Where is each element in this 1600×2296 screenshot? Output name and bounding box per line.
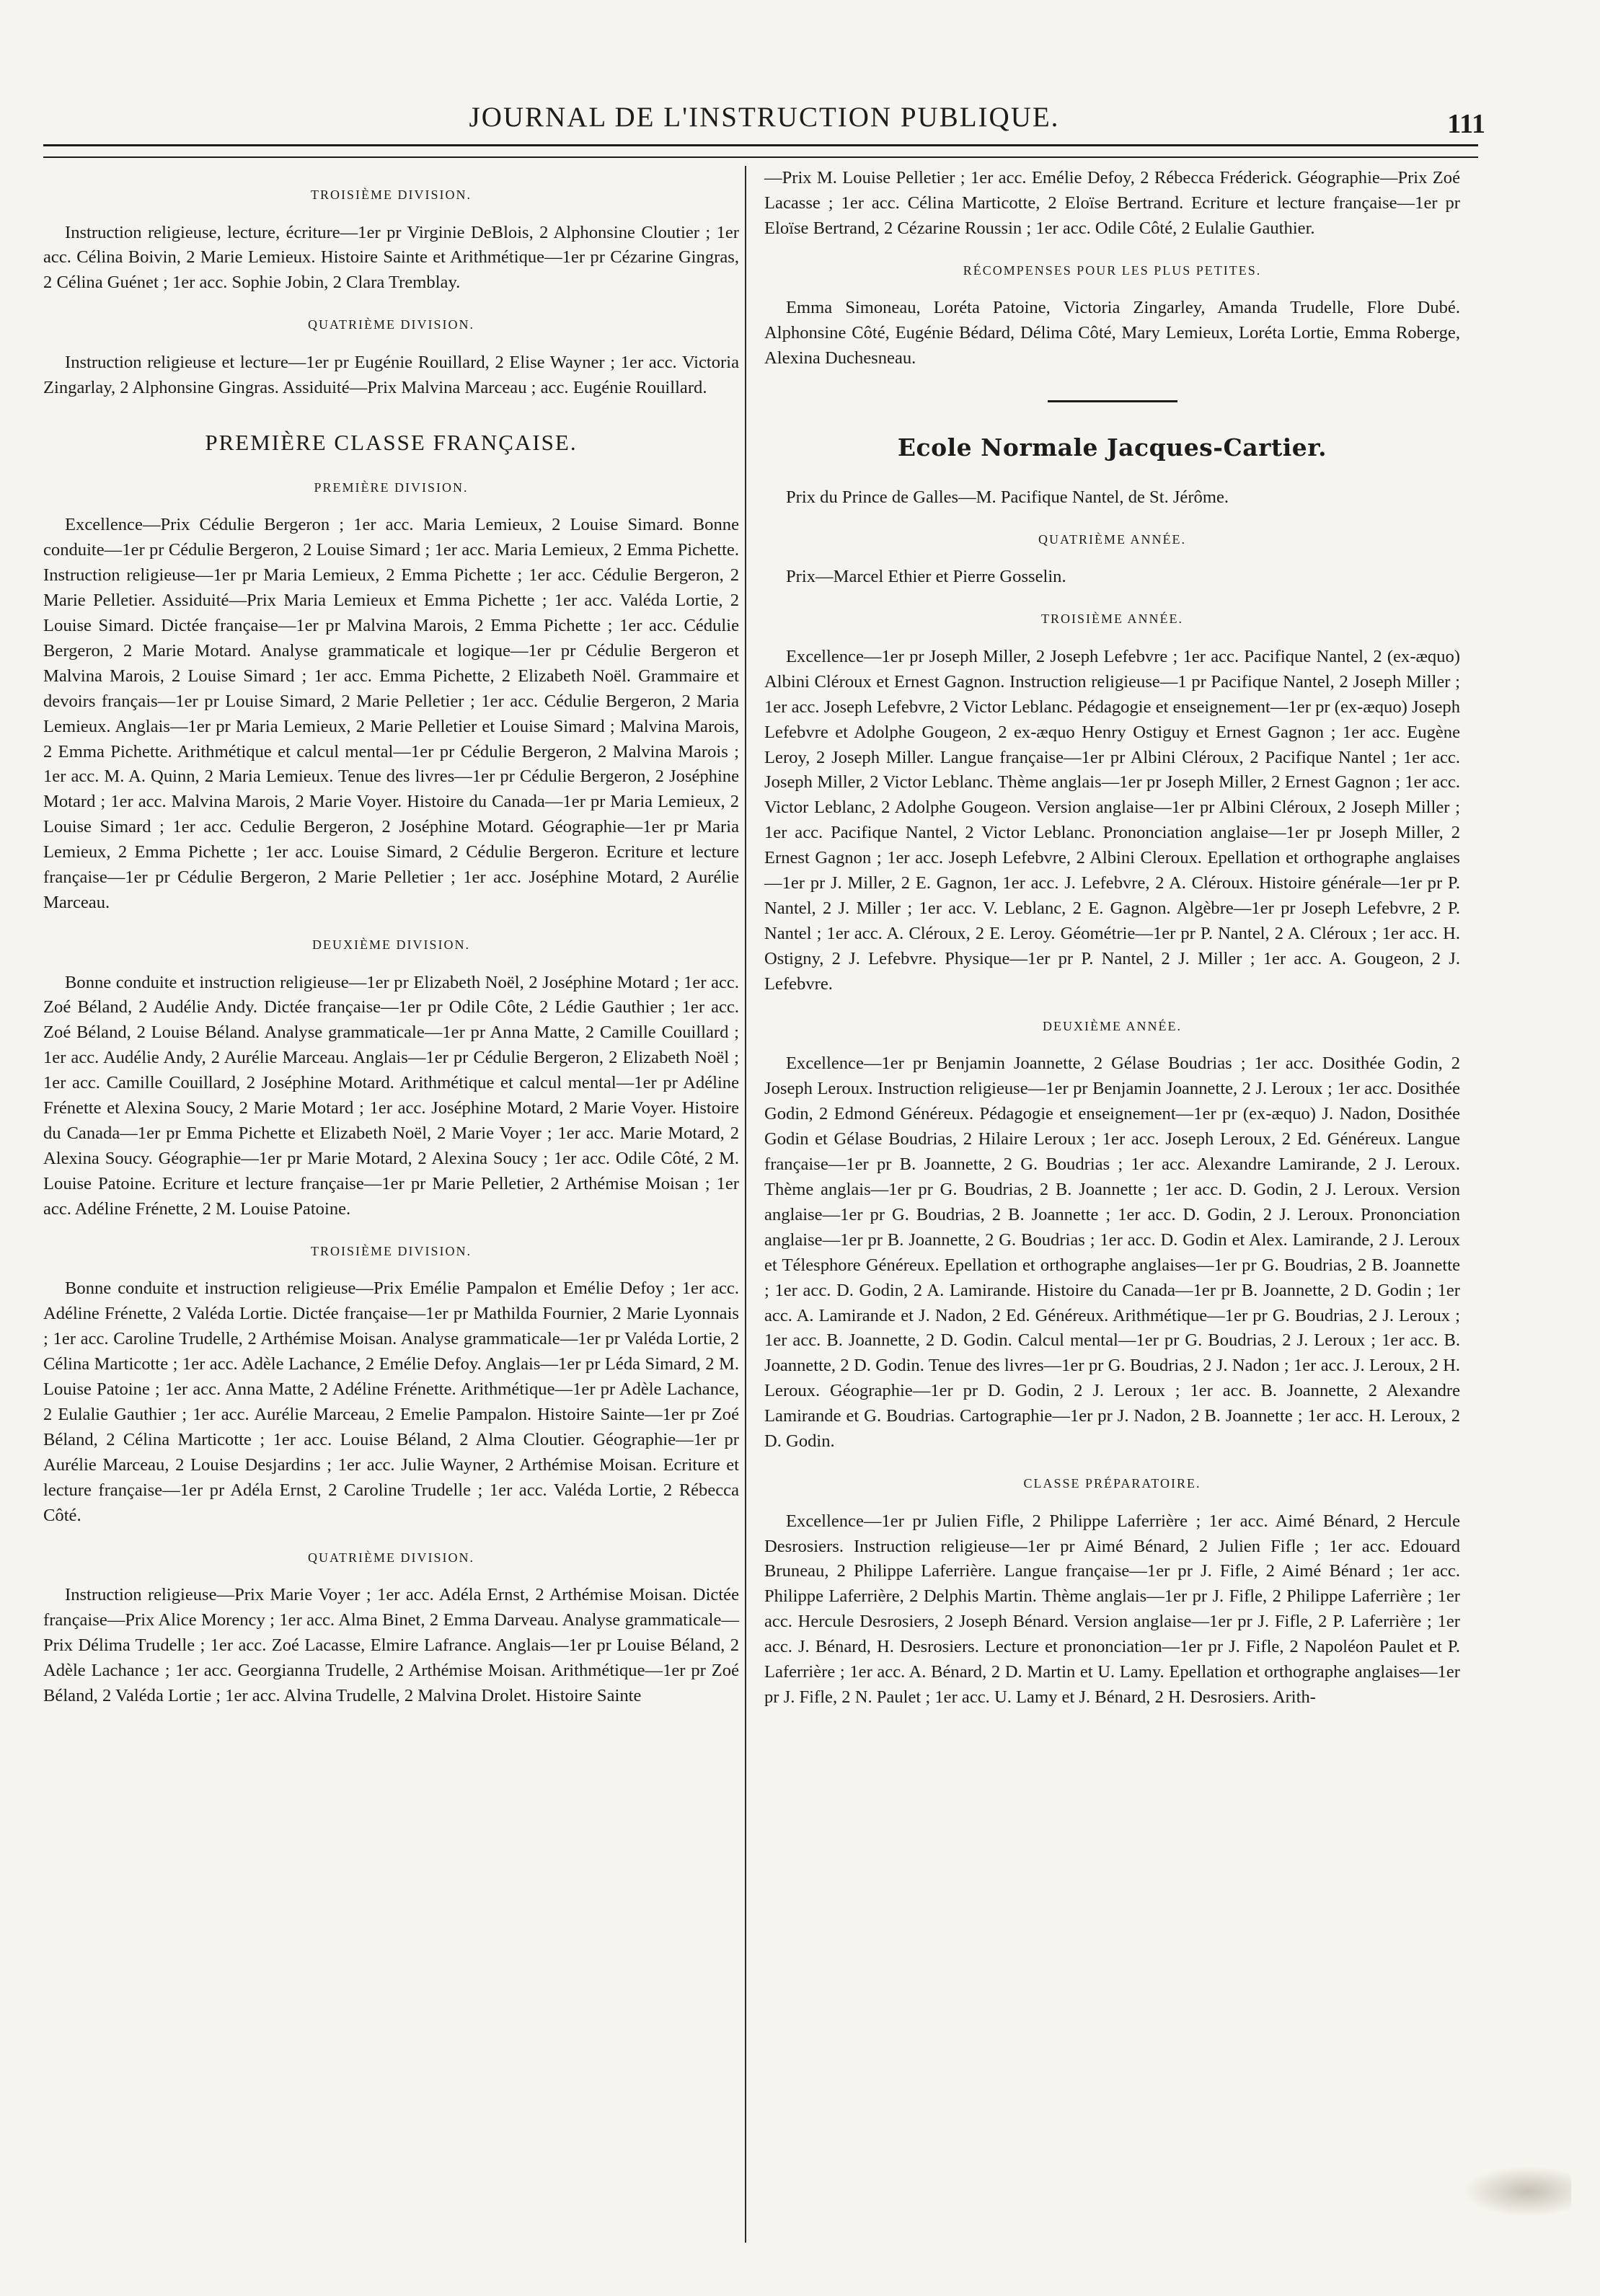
paragraph: Bonne conduite et instruction religieuse—Prix Emélie Pampalon et Emélie Defoy ; 1er acc. Adéline Frénette, 2 Valéda Lortie. Dictée française—1er pr Mathilda Fournier, 2 Marie Lyonnais ; 1er acc. Caroline Trudelle, 2 Arthémise Moisan. Analyse grammaticale—1er pr Valéda Lortie, 2 Célina Marticotte ; 1er acc. Adèle Lachance, 2 Emélie Defoy. Anglais—1er pr Léda Simard, 2 M. Louise Patoine ; 1er acc. Anna Matte, 2 Adéline Frénette. Arithmétique—1er pr Adèle Lachance, 2 Eulalie Gauthier ; 1er acc. Aurélie Marceau, 2 Emelie Pampalon. Histoire Sainte—1er pr Zoé Béland, 2 Célina Marticotte ; 1er acc. Louise Béland, 2 Alma Cloutier. Géographie—1er pr Aurélie Marceau, 2 Louise Desjardins ; 1er acc. Julie Wayner, 2 Arthémise Moisan. Ecriture et lecture française—1er pr Adéla Ernst, 2 Caroline Trudelle ; 1er acc. Valéda Lortie, 2 Rébecca Côté.: [43, 1279, 739, 1525]
section-heading: PREMIÈRE DIVISION.: [314, 480, 469, 495]
school-heading: Ecole Normale Jacques-Cartier.: [897, 433, 1327, 462]
paragraph: Instruction religieuse, lecture, écriture—1er pr Virginie DeBlois, 2 Alphonsine Cloutier ; 1er acc. Célina Boivin, 2 Marie Lemieux. Histoire Sainte et Arithmétique—1er pr Cézarine Gingras, 2 Célina Guénet ; 1er acc. Sophie Jobin, 2 Clara Tremblay.: [43, 222, 739, 293]
section-heading: QUATRIÈME DIVISION.: [308, 317, 474, 332]
section-heading: TROISIÈME DIVISION.: [311, 187, 472, 202]
paper-stain: [1463, 2166, 1571, 2217]
header-double-rule: [43, 144, 1478, 158]
paragraph: Emma Simoneau, Loréta Patoine, Victoria Zingarley, Amanda Trudelle, Flore Dubé. Alphonsine Côté, Eugénie Bédard, Délima Côté, Mary Lemieux, Loréta Lortie, Emma Roberge, Alexina Duchesneau.: [764, 298, 1460, 368]
class-heading: PREMIÈRE CLASSE FRANÇAISE.: [205, 429, 578, 455]
journal-title: JOURNAL DE L'INSTRUCTION PUBLIQUE.: [469, 102, 1060, 133]
paragraph: Prix—Marcel Ethier et Pierre Gosselin.: [786, 567, 1066, 587]
section-heading: DEUXIÈME ANNÉE.: [1043, 1018, 1182, 1033]
paragraph: —Prix M. Louise Pelletier ; 1er acc. Emélie Defoy, 2 Rébecca Fréderick. Géographie—Prix Zoé Lacasse ; 1er acc. Célina Marticotte, 2 Eloïse Bertrand. Ecriture et lecture française—1er pr Eloïse Bertrand, 2 Cézarine Roussin ; 1er acc. Odile Côté, 2 Eulalie Gauthier.: [764, 168, 1460, 238]
section-rule: [1048, 400, 1177, 402]
paragraph: Excellence—1er pr Joseph Miller, 2 Joseph Lefebvre ; 1er acc. Pacifique Nantel, 2 (ex-æquo) Albini Cléroux et Ernest Gagnon. Instruction religieuse—1 pr Pacifique Nantel, 2 Joseph Miller ; 1er acc. Joseph Lefebvre, 2 Victor Leblanc. Pédagogie et enseignement—1er pr (ex-æquo) Joseph Lefebvre et Adolphe Gougeon, 2 ex-æquo Henry Ostiguy et Ernest Gagnon ; 1er acc. Eugène Leroy, 2 Joseph Miller. Langue française—1er pr Albini Cléroux, 2 Pacifique Nantel ; 1er acc. Joseph Miller, 2 Victor Leblanc. Thème anglais—1er pr Joseph Miller, 2 Ernest Gagnon ; 1er acc. Victor Leblanc, 2 Adolphe Gougeon. Version anglaise—1er pr Albini Cléroux, 2 Joseph Miller ; 1er acc. Pacifique Nantel, 2 Victor Leblanc. Prononciation anglaise—1er pr Joseph Miller, 2 Ernest Gagnon ; 1er acc. Joseph Lefebvre, 2 Albini Cleroux. Epellation et orthographe anglaises—1er pr J. Miller, 2 E. Gagnon, 1er acc. J. Lefebvre, 2 A. Cléroux. Histoire générale—1er pr P. Nantel, 2 J. Miller ; 1er acc. V. Leblanc, 2 E. Gagnon. Algèbre—1er pr Joseph Lefebvre, 2 P. Nantel ; 1er acc. A. Cléroux, 2 E. Leroy. Géométrie—1er pr P. Nantel, 2 A. Cléroux ; 1er acc. H. Ostigny, 2 J. Lefebvre. Physique—1er pr P. Nantel, 2 J. Miller ; 1er acc. A. Gougeon, 2 J. Lefebvre.: [764, 646, 1460, 994]
paragraph: Instruction religieuse—Prix Marie Voyer ; 1er acc. Adéla Ernst, 2 Arthémise Moisan. Dictée française—Prix Alice Morency ; 1er acc. Alma Binet, 2 Emma Darveau. Analyse grammaticale—Prix Délima Trudelle ; 1er acc. Zoé Lacasse, Elmire Lafrance. Anglais—1er pr Louise Béland, 2 Adèle Lachance ; 1er acc. Georgianna Trudelle, 2 Arthémise Moisan. Arithmétique—1er pr Zoé Béland, 2 Valéda Lortie ; 1er acc. Alvina Trudelle, 2 Malvina Drolet. Histoire Sainte: [43, 1585, 739, 1705]
section-heading: CLASSE PRÉPARATOIRE.: [1023, 1476, 1201, 1491]
paragraph: Bonne conduite et instruction religieuse—1er pr Elizabeth Noël, 2 Joséphine Motard ; 1er acc. Zoé Béland, 2 Audélie Andy. Dictée française—1er pr Odile Côte, 2 Lédie Gauthier ; 1er acc. Zoé Béland, 2 Louise Béland. Analyse grammaticale—1er pr Anna Matte, 2 Camille Couillard ; 1er acc. Audélie Andy, 2 Aurélie Marceau. Anglais—1er pr Cédulie Bergeron, 2 Elizabeth Noël ; 1er acc. Camille Couillard, 2 Joséphine Motard. Arithmétique et calcul mental—1er pr Adéline Frénette et Alexina Soucy, 2 Marie Motard ; 1er acc. Joséphine Motard, 2 Marie Voyer. Histoire du Canada—1er pr Emma Pichette et Elizabeth Noël, 2 Marie Voyer ; 1er acc. Marie Motard, 2 Alexina Soucy. Géographie—1er pr Marie Motard, 2 Alexina Soucy ; 1er acc. Odile Côté, 2 M. Louise Patoine. Ecriture et lecture française—1er pr Marie Pelletier, 2 Arthémise Moisan ; 1er acc. Adéline Frénette, 2 M. Louise Patoine.: [43, 972, 739, 1219]
section-heading: QUATRIÈME DIVISION.: [308, 1550, 474, 1565]
section-heading: TROISIÈME DIVISION.: [311, 1243, 472, 1258]
paragraph: Prix du Prince de Galles—M. Pacifique Nantel, de St. Jérôme.: [786, 487, 1229, 507]
paragraph: Instruction religieuse et lecture—1er pr Eugénie Rouillard, 2 Elise Wayner ; 1er acc. Victoria Zingarlay, 2 Alphonsine Gingras. Assiduité—Prix Malvina Marceau ; acc. Eugénie Rouillard.: [43, 352, 739, 397]
right-column: [764, 166, 1460, 1715]
paragraph: Excellence—1er pr Julien Fifle, 2 Philippe Laferrière ; 1er acc. Aimé Bénard, 2 Hercule Desrosiers. Instruction religieuse—1er pr Aimé Bénard, 2 Julien Fifle ; 1er acc. Edouard Bruneau, 2 Philippe Laferrière. Langue française—1er pr J. Fifle, 2 Aimé Bénard ; 1er acc. Philippe Laferrière, 2 Delphis Martin. Thème anglais—1er pr J. Fifle, 2 Philippe Laferrière ; 1er acc. Hercule Desrosiers, 2 Joseph Bénard. Version anglaise—1er pr J. Fifle, 2 P. Laferrière ; 1er acc. J. Bénard, H. Desrosiers. Lecture et prononciation—1er pr J. Fifle, 2 Napoléon Paulet et P. Laferrière ; 1er acc. A. Bénard, 2 D. Martin et U. Lamy. Epellation et orthographe anglaises—1er pr J. Fifle, 2 N. Paulet ; 1er acc. U. Lamy et J. Bénard, 2 H. Desrosiers. Arith-: [764, 1511, 1460, 1708]
page-header: [43, 79, 1485, 137]
section-heading: TROISIÈME ANNÉE.: [1041, 611, 1183, 627]
section-heading: DEUXIÈME DIVISION.: [312, 937, 470, 953]
section-heading: QUATRIÈME ANNÉE.: [1038, 531, 1186, 547]
paragraph: Excellence—Prix Cédulie Bergeron ; 1er acc. Maria Lemieux, 2 Louise Simard. Bonne conduite—1er pr Cédulie Bergeron, 2 Louise Simard ; 1er acc. Maria Lemieux, 2 Emma Pichette. Instruction religieuse—1er pr Maria Lemieux, 2 Emma Pichette ; 1er acc. Cédulie Bergeron, 2 Marie Pelletier. Assiduité—Prix Maria Lemieux et Emma Pichette ; 1er acc. Valéda Lortie, 2 Louise Simard. Dictée française—1er pr Malvina Marois, 2 Emma Pichette ; 1er acc. Cédulie Bergeron, 2 Marie Motard. Analyse grammaticale et logique—1er pr Cédulie Bergeron et Malvina Marois, 2 Louise Simard ; 1er acc. Emma Pichette, 2 Elizabeth Noël. Grammaire et devoirs français—1er pr Louise Simard, 2 Marie Pelletier ; 1er acc. Cédulie Bergeron, 2 Maria Lemieux. Anglais—1er pr Maria Lemieux, 2 Marie Pelletier et Louise Simard ; Malvina Marois, 2 Emma Pichette. Arithmétique et calcul mental—1er pr Cédulie Bergeron, 2 Malvina Marois ; 1er acc. M. A. Quinn, 2 Maria Lemieux. Tenue des livres—1er pr Cédulie Bergeron, 2 Joséphine Motard ; 1er acc. Malvina Marois, 2 Marie Voyer. Histoire du Canada—1er pr Maria Lemieux, 2 Louise Simard ; 1er acc. Cedulie Bergeron, 2 Joséphine Motard. Géographie—1er pr Maria Lemieux, 2 Emma Pichette ; 1er acc. Louise Simard, 2 Cédulie Bergeron. Ecriture et lecture française—1er pr Cédulie Bergeron, 2 Marie Pelletier ; 1er acc. Joséphine Motard, 2 Aurélie Marceau.: [43, 515, 739, 913]
paragraph: Excellence—1er pr Benjamin Joannette, 2 Gélase Boudrias ; 1er acc. Dosithée Godin, 2 Joseph Leroux. Instruction religieuse—1er pr Benjamin Joannette, 2 J. Leroux ; 1er acc. Dosithée Godin, 2 Edmond Généreux. Pédagogie et enseignement—1er pr (ex-æquo) J. Nadon, Dosithée Godin et Gélase Boudrias, 2 Hilaire Leroux ; 1er acc. Joseph Leroux, 2 Ed. Généreux. Langue française—1er pr B. Joannette, 2 G. Boudrias ; 1er acc. Alexandre Lamirande, 2 J. Leroux. Thème anglais—1er pr G. Boudrias, 2 B. Joannette ; 1er acc. D. Godin, 2 J. Leroux. Version anglaise—1er pr G. Boudrias, 2 B. Joannette ; 1er acc. D. Godin, 2 J. Leroux. Prononciation anglaise—1er pr B. Joannette, 2 G. Boudrias ; 1er acc. D. Godin et Alex. Lamirande, 2 J. Leroux et Télesphore Généreux. Epellation et orthographe anglaises—1er pr G. Boudrias, 2 B. Joannette ; 1er acc. D. Godin, 2 A. Lamirande. Histoire du Canada—1er pr B. Joannette, 2 D. Godin ; 1er acc. A. Lamirande et J. Nadon, 2 Ed. Généreux. Arithmétique—1er pr G. Boudrias, 2 J. Leroux ; 1er acc. B. Joannette, 2 D. Godin. Calcul mental—1er pr G. Boudrias, 2 J. Leroux ; 1er acc. B. Joannette, 2 D. Godin. Tenue des livres—1er pr G. Boudrias, 2 J. Nadon ; 1er acc. J. Leroux, 2 H. Leroux. Géographie—1er pr D. Godin, 2 J. Leroux ; 1er acc. B. Joannette, 2 Alexandre Lamirande et G. Boudrias. Cartographie—1er pr J. Nadon, 2 B. Joannette ; 1er acc. H. Leroux, 2 D. Godin.: [764, 1054, 1460, 1452]
section-heading: RÉCOMPENSES POUR LES PLUS PETITES.: [963, 262, 1262, 278]
column-divider: [745, 166, 746, 2243]
page-number: 111: [1447, 109, 1485, 139]
left-column: [43, 166, 739, 1713]
